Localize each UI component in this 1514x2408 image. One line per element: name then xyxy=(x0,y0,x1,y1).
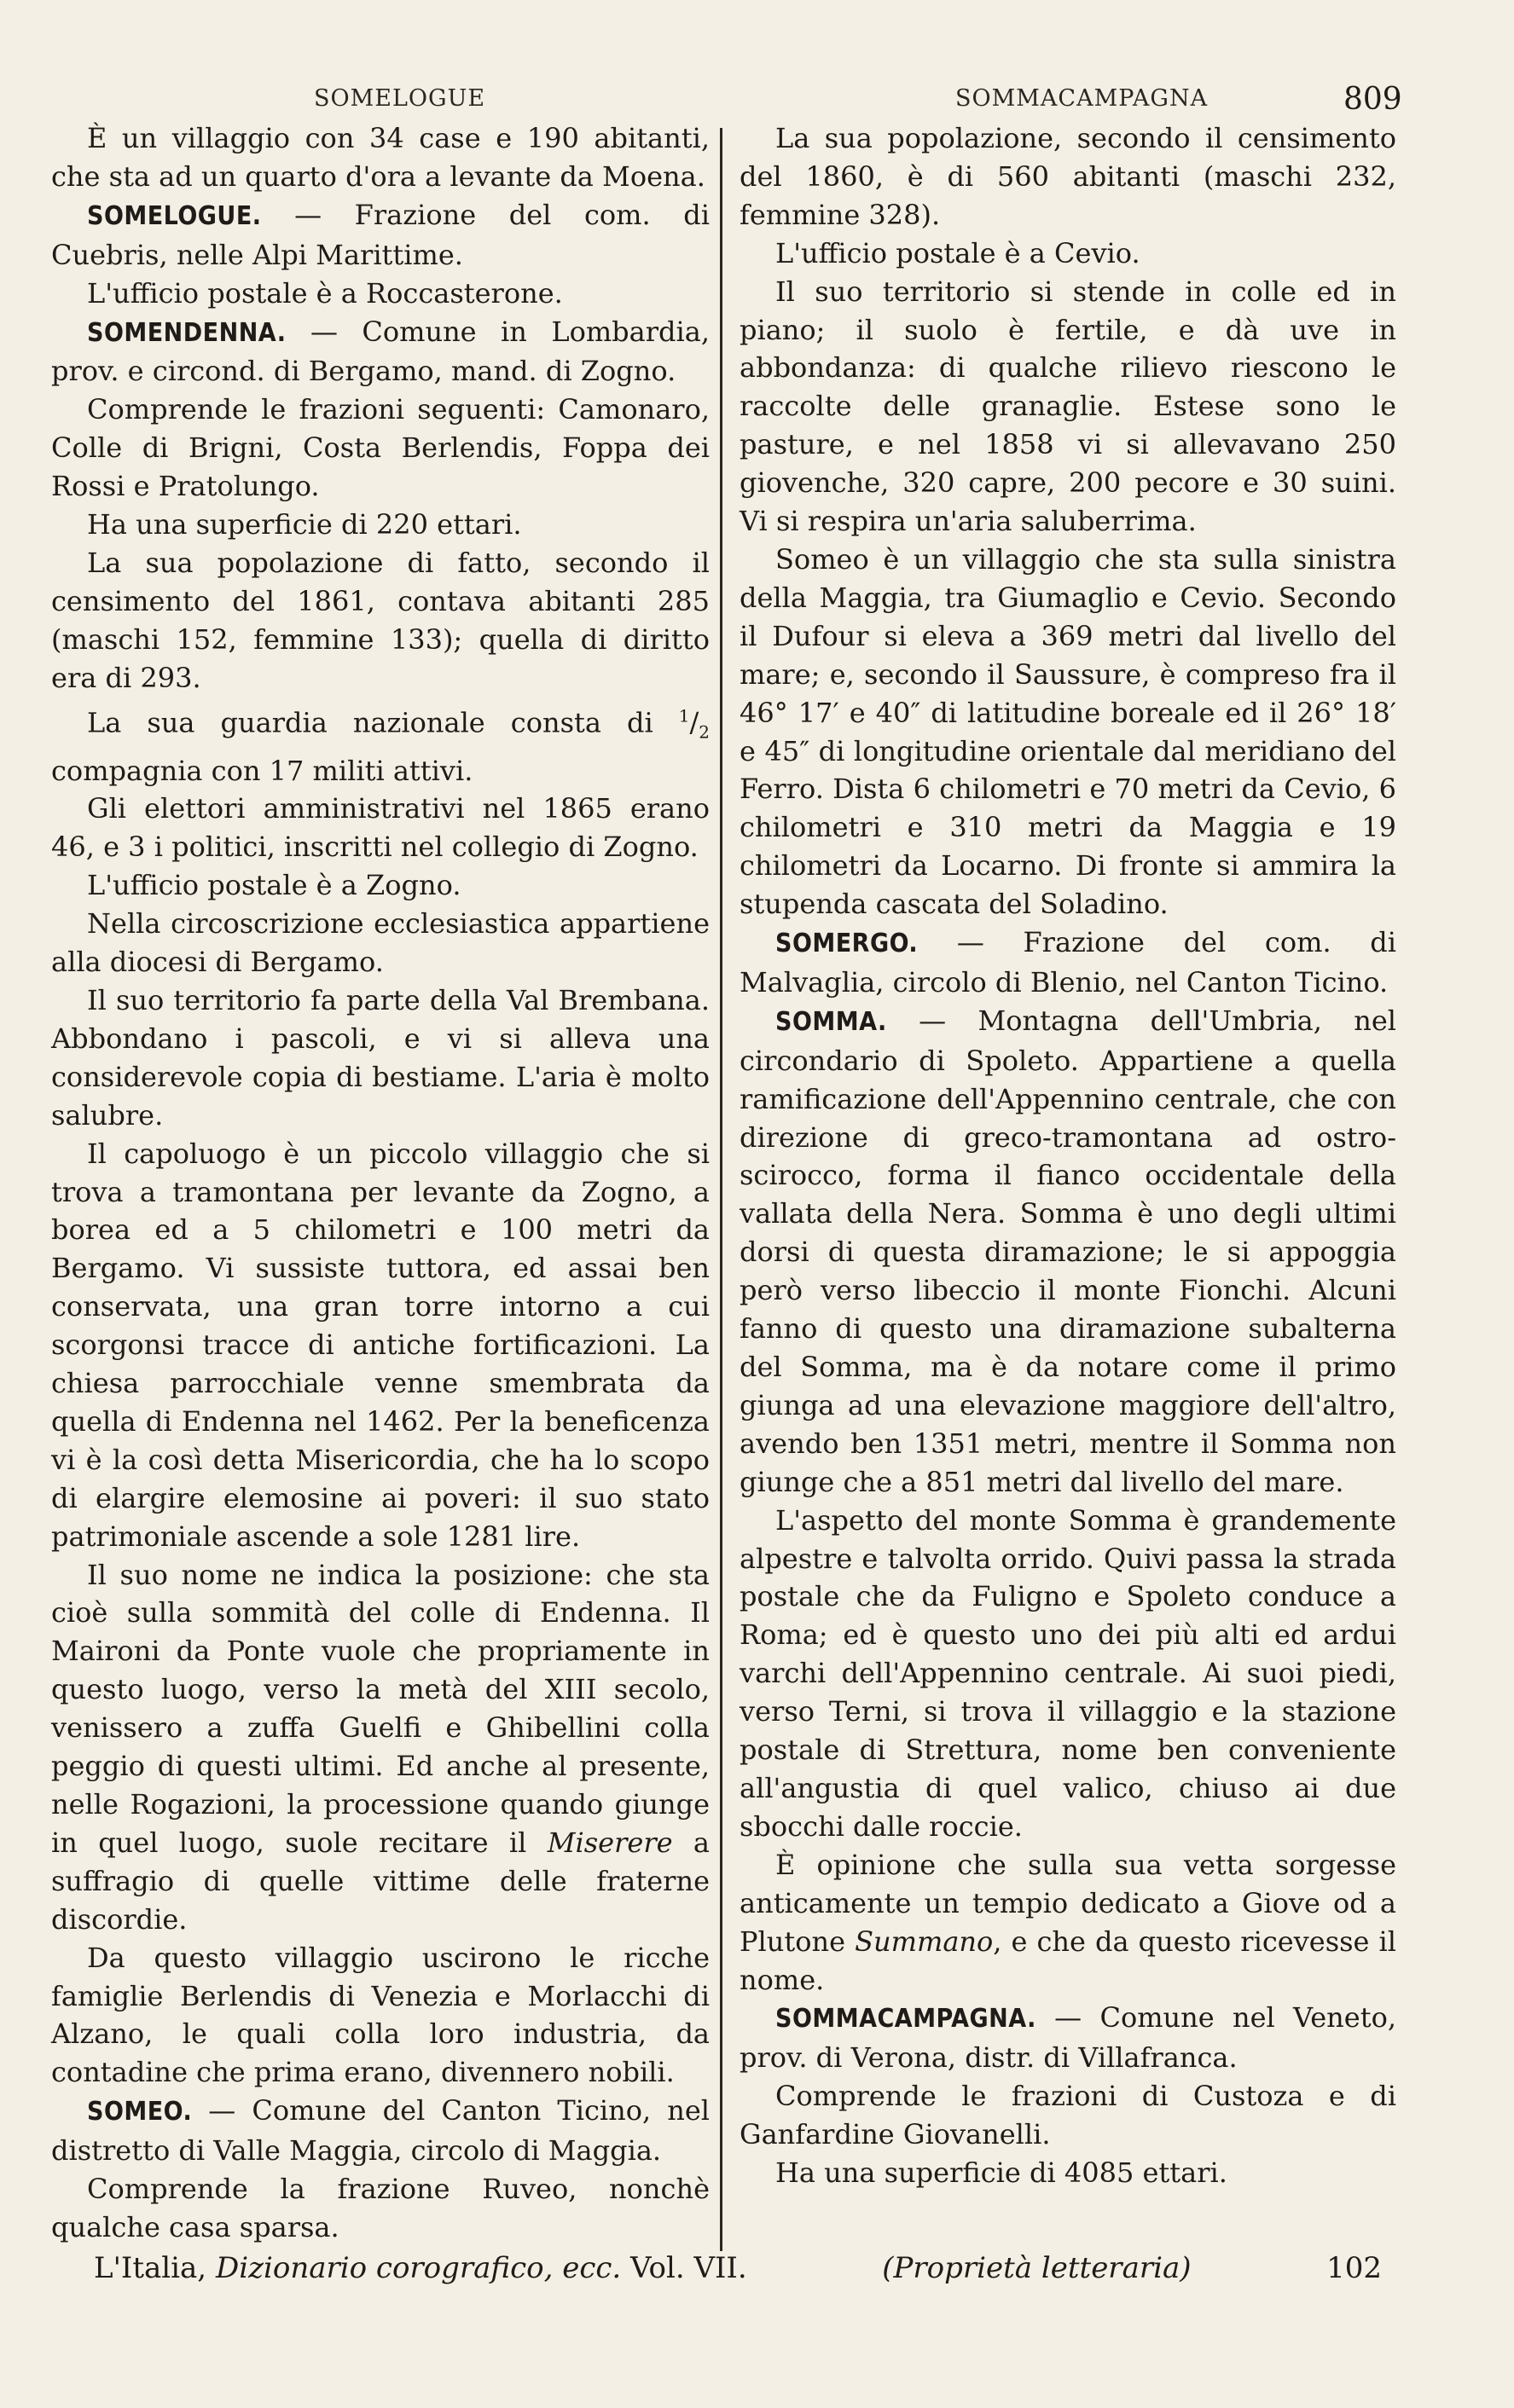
footer-publication xyxy=(94,2251,747,2285)
entry-text: — Frazione del com. di Cuebris, nelle Alpi Marittime. xyxy=(51,198,710,271)
paragraph: La sua popolazione di fatto, secondo il censimento del 1861, contava abitanti 285 (maschi 152, femmine 133); quella di diritto era di 293. xyxy=(51,546,710,694)
paragraph: Comprende la frazione Ruveo, nonchè qualche casa sparsa. xyxy=(51,2173,710,2243)
paragraph: L'ufficio postale è a Zogno. xyxy=(87,869,461,902)
headword: SOMMACAMPAGNA. xyxy=(775,2004,1036,2035)
entry-somendenna xyxy=(51,313,710,391)
fraction-denominator: 2 xyxy=(699,721,710,743)
headword: SOMERGO. xyxy=(775,929,919,959)
text-run: a suffragio di quelle vittime delle fraterne discordie. xyxy=(51,1826,711,1936)
entry-text: — Montagna dell'Umbria, nel circondario di Spoleto. Appartiene a quella ramificazione dell'Appennino centrale, che con direzione di greco-tramontana ad ostro-scirocco, forma il fianco occidentale della vallata della Nera. Somma è uno degli ultimi dorsi di questa diramazione; le si appoggia però verso libeccio il monte Fionchi. Alcuni fanno di questo una diramazione subalterna del Somma, ma è da notare come il primo giunga ad una elevazione maggiore dell'altro, avendo ben 1351 metri, mentre il Somma non giunge che a 851 metri dal livello del mare. xyxy=(740,1004,1396,1498)
page-number: 809 xyxy=(1343,82,1402,117)
paragraph: Someo è un villaggio che sta sulla sinistra della Maggia, tra Giumaglio e Cevio. Secondo il Dufour si eleva a 369 metri dal livello del mare; e, secondo il Saussure, è compreso fra il 46° 17′ e 40″ di latitudine boreale ed il 26° 18′ e 45″ di longitudine orientale dal meridiano del Ferro. Dista 6 chilometri e 70 metri da Cevio, 6 chilometri e 310 metri da Maggia e 19 chilometri da Locarno. Di fronte si ammira la stupenda cascata del Soladino. xyxy=(740,542,1396,921)
italic-term: Summano xyxy=(855,1925,994,1958)
page-footer xyxy=(94,2251,1382,2285)
headword: SOMENDENNA. xyxy=(87,317,287,348)
footer-text: L'Italia, xyxy=(94,2251,216,2285)
running-head-left: SOMELOGUE xyxy=(314,85,486,112)
text-run: La sua guardia nazionale consta di xyxy=(87,706,679,739)
paragraph: Da questo villaggio uscirono le ricche famiglie Berlendis di Venezia e Morlacchi di Alzano, le quali colla loro industria, da contadine che prima erano, divennero nobili. xyxy=(51,1941,710,2089)
column-divider xyxy=(720,128,722,2251)
paragraph-italic xyxy=(740,1846,1396,2000)
footer-rights: (Proprietà letteraria) xyxy=(882,2251,1192,2285)
paragraph: Comprende le frazioni di Custoza e di Ganfardine Giovanelli. xyxy=(740,2080,1396,2151)
fraction-numerator: 1 xyxy=(678,705,690,726)
italic-term: Miserere xyxy=(547,1826,673,1859)
text-run: È opinione che sulla sua vetta sorgesse anticamente un tempio dedicato a Giove od a Plutone xyxy=(740,1848,1396,1958)
paragraph: La sua popolazione, secondo il censimento del 1860, è di 560 abitanti (maschi 232, femmine 328). xyxy=(740,122,1396,231)
paragraph: L'ufficio postale è a Roccasterone. xyxy=(87,276,563,310)
fraction: $^1/_2$ xyxy=(678,705,710,743)
paragraph: Il suo territorio fa parte della Val Brembana. Abbondano i pascoli, e vi si alleva una considerevole copia di bestiame. L'aria è molto salubre. xyxy=(51,983,710,1132)
paragraph: Nella circoscrizione ecclesiastica appartiene alla diocesi di Bergamo. xyxy=(51,907,710,979)
paragraph: Ha una superficie di 220 ettari. xyxy=(87,508,522,541)
entry-text: — Comune del Canton Ticino, nel distretto di Valle Maggia, circolo di Maggia. xyxy=(51,2094,710,2168)
paragraph: Gli elettori amministrativi nel 1865 erano 46, e 3 i politici, inscritti nel collegio di Zogno. xyxy=(51,792,710,864)
paragraph: È un villaggio con 34 case e 190 abitanti, che sta ad un quarto d'ora a levante da Moena. xyxy=(51,122,710,193)
paragraph: Il capoluogo è un piccolo villaggio che si trova a tramontana per levante da Zogno, a borea ed a 5 chilometri e 100 metri da Bergamo. Vi sussiste tuttora, ed assai ben conservata, una gran torre intorno a cui scorgonsi tracce di antiche fortificazioni. La chiesa parrocchiale venne smembrata da quella di Endenna nel 1462. Per la beneficenza vi è la così detta Misericordia, che ha lo scopo di elargire elemosine ai poveri: il suo stato patrimoniale ascende a sole 1281 lire. xyxy=(51,1137,710,1553)
paragraph: L'ufficio postale è a Cevio. xyxy=(775,236,1140,269)
entry-text: — Comune nel Veneto, prov. di Verona, distr. di Villafranca. xyxy=(740,2001,1396,2075)
entry-sommacampagna xyxy=(740,1999,1396,2077)
running-head-right: SOMMACAMPAGNA xyxy=(955,85,1209,112)
paragraph-fraction xyxy=(51,698,710,790)
text-run: , e che da questo ricevesse il nome. xyxy=(740,1925,1397,1996)
paragraph: Il suo territorio si stende in colle ed in piano; il suolo è fertile, e dà uve in abbondanza: di qualche rilievo riescono le raccolte delle granaglie. Estese sono le pasture, e nel 1858 vi si allevavano 250 giovenche, 320 capre, 200 pecore e 30 suini. Vi si respira un'aria saluberrima. xyxy=(740,275,1396,538)
footer-title: Dizionario corografico, ecc. xyxy=(215,2251,622,2285)
entry-text: — Frazione del com. di Malvaglia, circolo di Blenio, nel Canton Ticino. xyxy=(740,926,1396,999)
paragraph: L'aspetto del monte Somma è grandemente alpestre e talvolta orrido. Quivi passa la strada postale che da Fuligno e Spoleto conduce a Roma; ed è questo uno dei più alti ed ardui varchi dell'Appennino centrale. Ai suoi piedi, verso Terni, si trova il villaggio e la stazione postale di Strettura, nome ben conveniente all'angustia di quel valico, chiuso ai due sbocchi dalle roccie. xyxy=(740,1503,1396,1843)
text-run: Il suo nome ne indica la posizione: che sta cioè sulla sommità del colle di Endenna. Il Maironi da Ponte vuole che propriamente in questo luogo, verso la metà del XIII secolo, venissero a zuffa Guelfi e Ghibellini colla peggio di questi ultimi. Ed anche al presente, nelle Rogazioni, la processione quando giunge in quel luogo, suole recitare il xyxy=(51,1558,710,1859)
headword: SOMMA. xyxy=(775,1006,887,1037)
left-column xyxy=(51,119,710,2247)
paragraph: Comprende le frazioni seguenti: Camonaro, Colle di Brigni, Costa Berlendis, Foppa dei Rossi e Pratolungo. xyxy=(51,393,710,503)
headword: SOMEO. xyxy=(87,2097,193,2127)
paragraph: Ha una superficie di 4085 ettari. xyxy=(775,2156,1227,2190)
footer-volume: Vol. VII. xyxy=(621,2251,747,2285)
paragraph-italic xyxy=(51,1556,710,1939)
entry-somelogue xyxy=(51,196,710,275)
entry-someo xyxy=(51,2092,710,2170)
entry-somergo xyxy=(740,923,1396,1002)
right-column xyxy=(740,119,1396,2192)
text-run: compagnia con 17 militi attivi. xyxy=(51,754,473,787)
signature-number: 102 xyxy=(1326,2251,1382,2285)
entry-somma xyxy=(740,1002,1396,1502)
entry-text: — Comune in Lombardia, prov. e circond. di Bergamo, mand. di Zogno. xyxy=(51,315,710,388)
headword: SOMELOGUE. xyxy=(87,200,262,231)
